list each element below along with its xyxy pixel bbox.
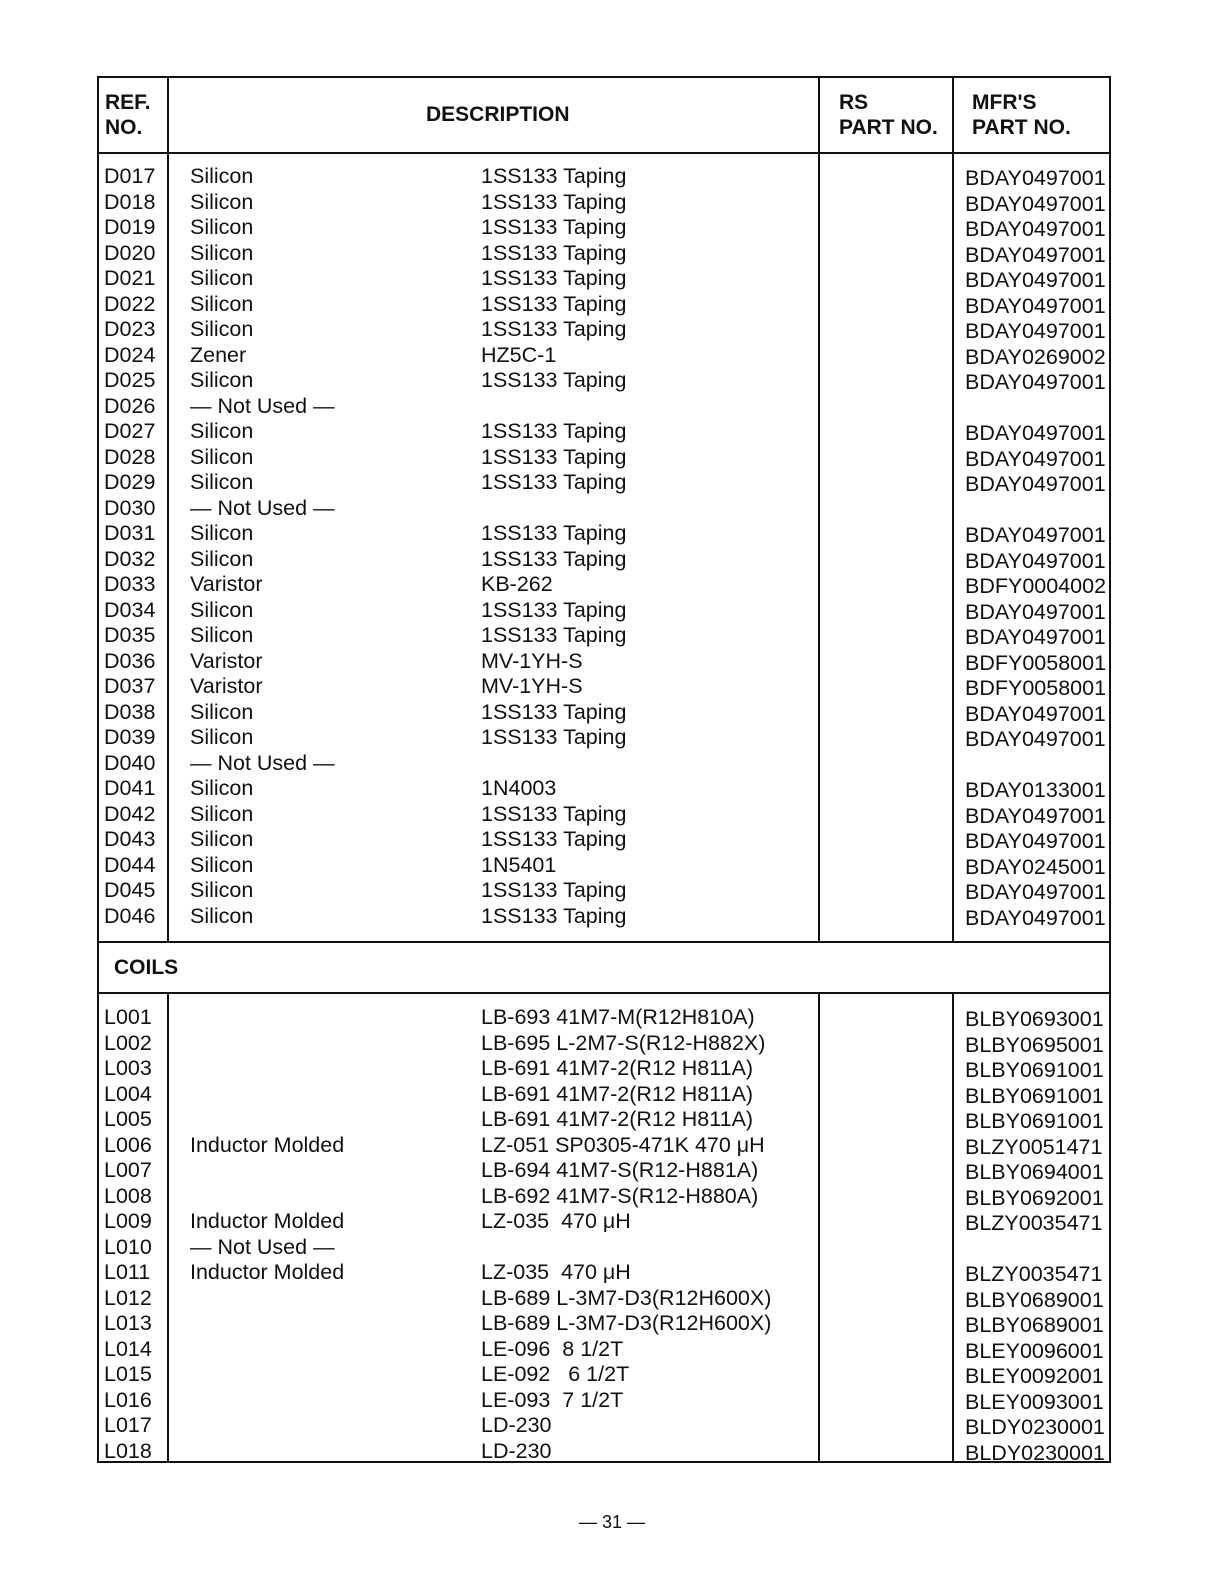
ref-no: D033 <box>104 572 156 596</box>
mfr-part-no: BLZY0035471 <box>965 1211 1103 1235</box>
part-description: LB-689 L-3M7-D3(R12H600X) <box>481 1311 772 1335</box>
table-row <box>99 1413 1109 1439</box>
mfr-part-no: BLBY0691001 <box>965 1083 1104 1108</box>
part-description: LE-096 8 1/2T <box>481 1336 624 1361</box>
table-row <box>99 700 1109 726</box>
description: Silicon <box>190 215 254 239</box>
part-description: 1SS133 Taping <box>481 623 627 647</box>
part-description: LB-691 41M7-2(R12 H811A) <box>481 1056 754 1080</box>
ref-no: D026 <box>104 393 156 418</box>
mfr-part-no: BLBY0693001 <box>965 1007 1104 1031</box>
description: Inductor Molded <box>190 1209 345 1233</box>
page-number: — 31 — <box>578 1512 646 1532</box>
description: Silicon <box>190 699 254 724</box>
mfr-part-no: BDAY0497001 <box>965 523 1106 547</box>
table-row <box>99 215 1109 241</box>
ref-no: D046 <box>104 903 156 928</box>
coils-section-title: COILS <box>114 956 179 979</box>
table-row <box>99 496 1109 522</box>
ref-no: D032 <box>104 546 156 571</box>
ref-no: D031 <box>104 521 156 545</box>
part-description: LZ-035 470 μH <box>481 1209 631 1233</box>
part-description: LB-695 L-2M7-S(R12-H882X) <box>481 1030 766 1055</box>
ref-no: L011 <box>104 1260 151 1284</box>
table-row <box>99 1388 1109 1414</box>
table-row <box>99 853 1109 879</box>
part-description: LB-693 41M7-M(R12H810A) <box>481 1005 755 1029</box>
part-description: 1N5401 <box>481 852 557 877</box>
section-divider <box>99 992 1109 994</box>
table-row <box>99 1107 1109 1133</box>
description: — Not Used — <box>190 750 335 775</box>
mfr-part-no: BDAY0497001 <box>965 166 1106 190</box>
ref-no: D035 <box>104 623 156 647</box>
mfr-part-no: BLEY0093001 <box>965 1389 1104 1414</box>
mfr-part-no: BDAY0497001 <box>965 905 1106 930</box>
ref-no: L007 <box>104 1158 152 1182</box>
part-description: 1SS133 Taping <box>481 878 627 902</box>
ref-no: D038 <box>104 699 156 724</box>
description: Silicon <box>190 546 254 571</box>
mfr-part-no: BDAY0497001 <box>965 191 1106 216</box>
description: Silicon <box>190 368 254 392</box>
ref-no: L013 <box>104 1311 152 1335</box>
table-row <box>99 317 1109 343</box>
part-description: LZ-035 470 μH <box>481 1260 631 1284</box>
description: Silicon <box>190 164 254 188</box>
table-row <box>99 572 1109 598</box>
mfr-part-no: BDAY0497001 <box>965 701 1106 726</box>
ref-no: D044 <box>104 852 156 877</box>
table-row <box>99 547 1109 573</box>
table-row <box>99 649 1109 675</box>
part-description: 1SS133 Taping <box>481 827 627 851</box>
part-description: LZ-051 SP0305-471K 470 μH <box>481 1132 765 1157</box>
mfr-part-no: BDAY0133001 <box>965 778 1106 802</box>
part-description: KB-262 <box>481 572 553 596</box>
ref-no: D020 <box>104 240 156 265</box>
table-row <box>99 674 1109 700</box>
mfr-part-no: BLBY0694001 <box>965 1160 1104 1184</box>
ref-no: L005 <box>104 1107 152 1131</box>
header-divider <box>99 152 1109 154</box>
description: Silicon <box>190 852 254 877</box>
ref-no: D028 <box>104 444 156 469</box>
description: Varistor <box>190 572 263 596</box>
mfr-part-no: BDAY0497001 <box>965 803 1106 828</box>
mfr-part-no: BLEY0092001 <box>965 1364 1104 1388</box>
ref-no: L001 <box>104 1005 152 1029</box>
table-row <box>99 725 1109 751</box>
table-row <box>99 827 1109 853</box>
part-description: LB-689 L-3M7-D3(R12H600X) <box>481 1285 772 1310</box>
table-row <box>99 1158 1109 1184</box>
header-rs-part-no: RS PART NO. <box>839 91 938 139</box>
part-description: 1SS133 Taping <box>481 368 627 392</box>
table-row <box>99 598 1109 624</box>
header-ref-no: REF. NO. <box>105 91 151 139</box>
ref-no: D029 <box>104 470 156 494</box>
table-row <box>99 241 1109 267</box>
description: Silicon <box>190 597 254 622</box>
part-description: 1SS133 Taping <box>481 470 627 494</box>
description: Silicon <box>190 291 254 316</box>
part-description: 1SS133 Taping <box>481 801 627 826</box>
mfr-part-no: BLBY0695001 <box>965 1032 1104 1057</box>
header-description: DESCRIPTION <box>426 103 570 126</box>
mfr-part-no: BDAY0497001 <box>965 472 1106 496</box>
ref-no: L017 <box>104 1413 152 1437</box>
table-row <box>99 1286 1109 1312</box>
description: Silicon <box>190 240 254 265</box>
description: Inductor Molded <box>190 1260 345 1284</box>
description: Silicon <box>190 827 254 851</box>
mfr-part-no: BDFY0058001 <box>965 650 1107 675</box>
mfr-part-no: BDAY0497001 <box>965 727 1106 751</box>
table-row <box>99 623 1109 649</box>
mfr-part-no: BDAY0269002 <box>965 344 1106 369</box>
ref-no: D041 <box>104 776 156 800</box>
description: Silicon <box>190 189 254 214</box>
part-description: 1SS133 Taping <box>481 444 627 469</box>
description: Silicon <box>190 623 254 647</box>
mfr-part-no: BLBY0689001 <box>965 1313 1104 1337</box>
mfr-part-no: BDAY0497001 <box>965 293 1106 318</box>
mfr-part-no: BDAY0497001 <box>965 370 1106 394</box>
mfr-part-no: BLZY0051471 <box>965 1134 1103 1159</box>
description: Silicon <box>190 878 254 902</box>
mfr-part-no: BDAY0497001 <box>965 268 1106 292</box>
description: Inductor Molded <box>190 1132 345 1157</box>
ref-no: D024 <box>104 342 156 367</box>
table-row <box>99 1133 1109 1159</box>
table-row <box>99 1209 1109 1235</box>
ref-no: D040 <box>104 750 156 775</box>
description: — Not Used — <box>190 393 335 418</box>
ref-no: L008 <box>104 1183 152 1208</box>
ref-no: L004 <box>104 1081 152 1106</box>
ref-no: D045 <box>104 878 156 902</box>
ref-no: D021 <box>104 266 156 290</box>
table-row <box>99 1362 1109 1388</box>
mfr-part-no: BDAY0497001 <box>965 446 1106 471</box>
part-description: 1SS133 Taping <box>481 725 627 749</box>
table-row <box>99 1260 1109 1286</box>
table-row <box>99 292 1109 318</box>
ref-no: D043 <box>104 827 156 851</box>
ref-no: L018 <box>104 1438 152 1463</box>
part-description: LB-694 41M7-S(R12-H881A) <box>481 1158 759 1182</box>
part-description: 1SS133 Taping <box>481 317 627 341</box>
description: Silicon <box>190 470 254 494</box>
ref-no: D025 <box>104 368 156 392</box>
part-description: LB-692 41M7-S(R12-H880A) <box>481 1183 759 1208</box>
mfr-part-no: BDAY0497001 <box>965 625 1106 649</box>
part-description: LE-092 6 1/2T <box>481 1362 630 1386</box>
part-description: 1SS133 Taping <box>481 903 627 928</box>
mfr-part-no: BLDY0230001 <box>965 1440 1105 1465</box>
table-row <box>99 266 1109 292</box>
description: Silicon <box>190 419 254 443</box>
table-row <box>99 751 1109 777</box>
description: Silicon <box>190 801 254 826</box>
part-description: 1SS133 Taping <box>481 521 627 545</box>
part-description: 1SS133 Taping <box>481 266 627 290</box>
description: Zener <box>190 342 247 367</box>
table-row <box>99 1082 1109 1108</box>
table-row <box>99 1337 1109 1363</box>
table-row <box>99 190 1109 216</box>
description: Varistor <box>190 674 263 698</box>
ref-no: L006 <box>104 1132 152 1157</box>
mfr-part-no: BLBY0689001 <box>965 1287 1104 1312</box>
description: Silicon <box>190 266 254 290</box>
table-row <box>99 419 1109 445</box>
ref-no: L003 <box>104 1056 152 1080</box>
ref-no: D034 <box>104 597 156 622</box>
part-description: 1SS133 Taping <box>481 291 627 316</box>
ref-no: D023 <box>104 317 156 341</box>
ref-no: L010 <box>104 1234 152 1259</box>
part-description: LB-691 41M7-2(R12 H811A) <box>481 1081 754 1106</box>
table-row <box>99 1311 1109 1337</box>
mfr-part-no: BDAY0497001 <box>965 242 1106 267</box>
part-description: HZ5C-1 <box>481 342 557 367</box>
mfr-part-no: BDAY0497001 <box>965 548 1106 573</box>
mfr-part-no: BLDY0230001 <box>965 1415 1105 1439</box>
part-description: 1SS133 Taping <box>481 597 627 622</box>
part-description: 1SS133 Taping <box>481 699 627 724</box>
table-row <box>99 1056 1109 1082</box>
part-description: MV-1YH-S <box>481 648 583 673</box>
part-description: LB-691 41M7-2(R12 H811A) <box>481 1107 754 1131</box>
ref-no: D017 <box>104 164 156 188</box>
table-row <box>99 521 1109 547</box>
mfr-part-no: BDAY0245001 <box>965 854 1106 879</box>
description: — Not Used — <box>190 495 335 520</box>
table-row <box>99 368 1109 394</box>
part-description: 1SS133 Taping <box>481 419 627 443</box>
mfr-part-no: BDAY0497001 <box>965 880 1106 904</box>
mfr-part-no: BLEY0096001 <box>965 1338 1104 1363</box>
part-description: LD-230 <box>481 1413 552 1437</box>
table-row <box>99 164 1109 190</box>
table-row <box>99 1184 1109 1210</box>
part-description: 1SS133 Taping <box>481 215 627 239</box>
mfr-part-no: BLBY0691001 <box>965 1109 1104 1133</box>
part-description: MV-1YH-S <box>481 674 583 698</box>
table-row <box>99 394 1109 420</box>
mfr-part-no: BLBY0692001 <box>965 1185 1104 1210</box>
description: Silicon <box>190 725 254 749</box>
table-row <box>99 343 1109 369</box>
mfr-part-no: BLBY0691001 <box>965 1058 1104 1082</box>
mfr-part-no: BDAY0497001 <box>965 421 1106 445</box>
ref-no: D030 <box>104 495 156 520</box>
ref-no: L014 <box>104 1336 152 1361</box>
mfr-part-no: BDAY0497001 <box>965 217 1106 241</box>
ref-no: D039 <box>104 725 156 749</box>
table-row <box>99 802 1109 828</box>
ref-no: D019 <box>104 215 156 239</box>
table-row <box>99 878 1109 904</box>
description: Silicon <box>190 444 254 469</box>
description: Silicon <box>190 521 254 545</box>
part-description: 1SS133 Taping <box>481 546 627 571</box>
section-divider <box>99 941 1109 943</box>
ref-no: D036 <box>104 648 156 673</box>
ref-no: L009 <box>104 1209 152 1233</box>
part-description: 1SS133 Taping <box>481 240 627 265</box>
description: Silicon <box>190 776 254 800</box>
mfr-part-no: BDAY0497001 <box>965 829 1106 853</box>
header-mfr-part-no: MFR'S PART NO. <box>972 91 1071 139</box>
description: Silicon <box>190 903 254 928</box>
ref-no: D018 <box>104 189 156 214</box>
part-description: 1SS133 Taping <box>481 164 627 188</box>
description: Silicon <box>190 317 254 341</box>
part-description: LE-093 7 1/2T <box>481 1387 624 1412</box>
part-description: 1N4003 <box>481 776 557 800</box>
ref-no: D022 <box>104 291 156 316</box>
ref-no: L012 <box>104 1285 152 1310</box>
ref-no: L016 <box>104 1387 152 1412</box>
parts-table <box>97 76 1111 1463</box>
table-row <box>99 1439 1109 1465</box>
ref-no: D042 <box>104 801 156 826</box>
mfr-part-no: BDFY0004002 <box>965 574 1107 598</box>
table-row <box>99 1005 1109 1031</box>
table-row <box>99 776 1109 802</box>
part-description: 1SS133 Taping <box>481 189 627 214</box>
ref-no: D027 <box>104 419 156 443</box>
ref-no: L015 <box>104 1362 152 1386</box>
mfr-part-no: BDAY0497001 <box>965 599 1106 624</box>
table-row <box>99 1235 1109 1261</box>
table-row <box>99 1031 1109 1057</box>
mfr-part-no: BDFY0058001 <box>965 676 1107 700</box>
ref-no: D037 <box>104 674 156 698</box>
description: Varistor <box>190 648 263 673</box>
table-row <box>99 904 1109 930</box>
table-row <box>99 445 1109 471</box>
ref-no: L002 <box>104 1030 152 1055</box>
table-row <box>99 470 1109 496</box>
part-description: LD-230 <box>481 1438 552 1463</box>
mfr-part-no: BDAY0497001 <box>965 319 1106 343</box>
description: — Not Used — <box>190 1234 335 1259</box>
mfr-part-no: BLZY0035471 <box>965 1262 1103 1286</box>
